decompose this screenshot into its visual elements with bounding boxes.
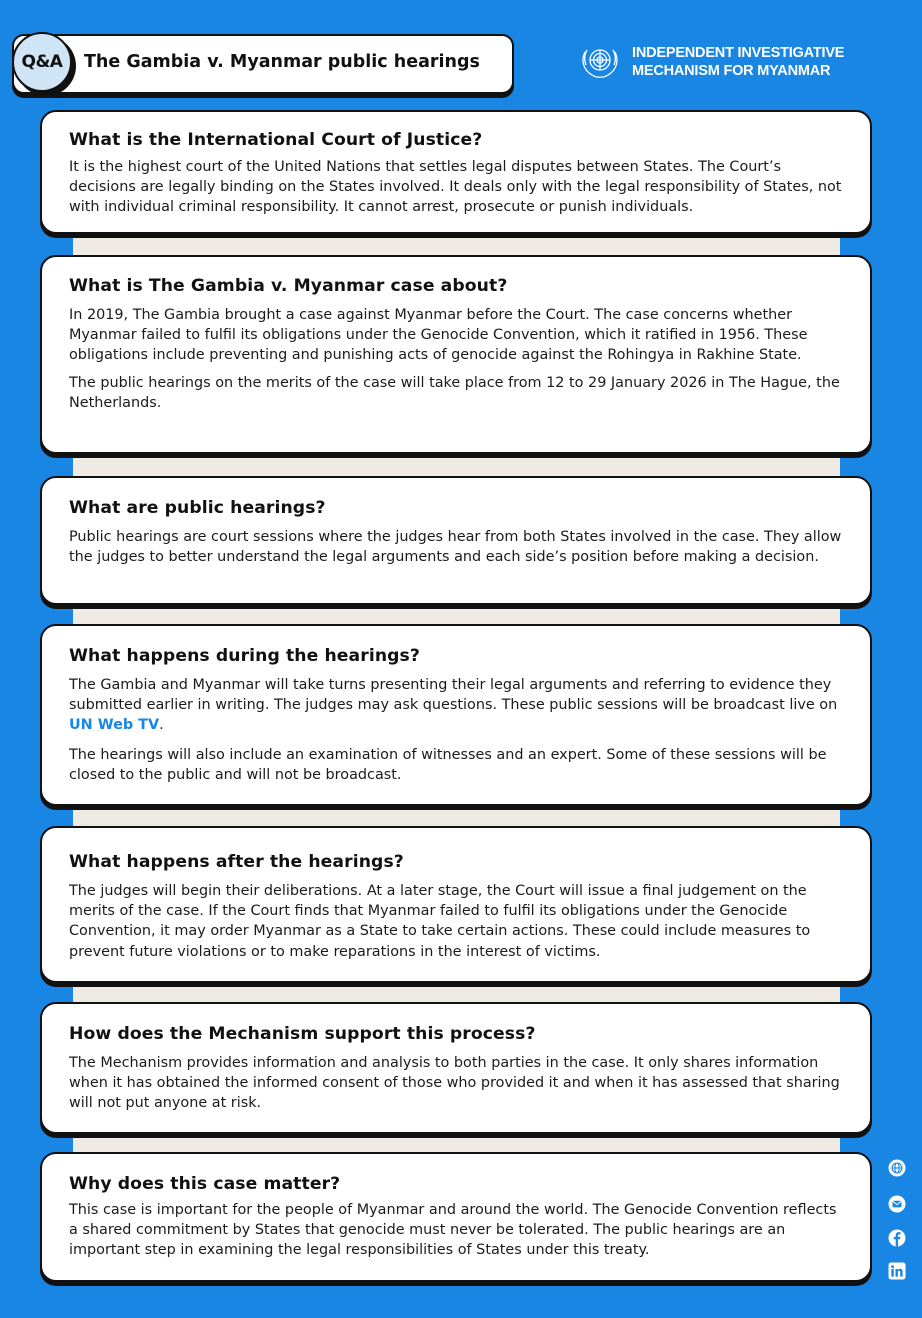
qa-card: [40, 255, 872, 454]
card-answer: The judges will begin their deliberations. At a later stage, the Court will issue a final judgement on the merits of the case. If the Court finds that Myanmar failed to fulfil its obligations under the Genocide Convention, it may order Myanmar as a State to take certain actions. These could include measures to prevent future violations or to make reparations in the interest of victims.: [69, 883, 811, 960]
card-answer: It is the highest court of the United Nations that settles legal disputes between States. The Court’s decisions are legally binding on the States involved. It deals only with the legal responsibility of States, not with individual criminal responsibility. It cannot arrest, prosecute or punish individuals.: [69, 159, 842, 216]
page-title: The Gambia v. Myanmar public hearings: [84, 52, 480, 72]
card-question: Why does this case matter?: [69, 1174, 341, 1194]
card-answer: The Mechanism provides information and analysis to both parties in the case. It only shares information when it has obtained the informed consent of those who provided it and when it has assessed that sharing will not put anyone at risk.: [69, 1055, 840, 1112]
brand-line-2: MECHANISM FOR MYANMAR: [632, 63, 831, 79]
qa-card: [40, 826, 872, 983]
answer-punctuation: .: [159, 717, 164, 734]
answer-text: The Gambia and Myanmar will take turns presenting their legal arguments and referring to evidence they submitted earlier in writing. The judges may ask questions. These public sessions will be broadcast live on: [69, 677, 838, 714]
brand-name: [632, 44, 844, 80]
card-answer: Public hearings are court sessions where the judges hear from both States involved in the case. They allow the judges to better understand the legal arguments and each side’s position before making a decision.: [69, 529, 842, 566]
card-question: What happens after the hearings?: [69, 852, 404, 872]
qa-card: [40, 476, 872, 605]
qa-badge: Q&A: [12, 32, 72, 92]
card-question: What is The Gambia v. Myanmar case about?: [69, 276, 508, 296]
card-answer: The public hearings on the merits of the case will take place from 12 to 29 January 2026 in The Hague, the Netherlands.: [69, 374, 840, 411]
card-answer: [69, 675, 844, 736]
globe-icon[interactable]: [888, 1159, 906, 1177]
qa-card: [40, 1002, 872, 1134]
email-icon[interactable]: [888, 1195, 906, 1213]
card-answer: The hearings will also include an examination of witnesses and an expert. Some of these sessions will be closed to the public and will not be broadcast.: [69, 746, 827, 783]
card-answer: In 2019, The Gambia brought a case against Myanmar before the Court. The case concerns whether Myanmar failed to fulfil its obligations under the Genocide Convention, which it ratified in 1956. These obligations include preventing and punishing acts of genocide against the Rohingya in Rakhine State.: [69, 307, 808, 364]
qa-card: [40, 1152, 872, 1282]
un-web-tv-link[interactable]: UN Web TV: [69, 717, 160, 734]
qa-card: [40, 624, 872, 806]
brand-line-1: INDEPENDENT INVESTIGATIVE: [632, 45, 845, 61]
qa-card: [40, 110, 872, 234]
card-question: What are public hearings?: [69, 498, 326, 518]
brand-logo: [578, 42, 844, 82]
card-question: What is the International Court of Justice?: [69, 130, 483, 150]
card-question: How does the Mechanism support this process?: [69, 1024, 536, 1044]
card-answer: This case is important for the people of Myanmar and around the world. The Genocide Convention reflects a shared commitment by States that genocide must never be tolerated. The public hearings are an important step in examining the legal responsibilities of States under this treaty.: [69, 1202, 837, 1259]
un-emblem-icon: [578, 42, 622, 82]
card-question: What happens during the hearings?: [69, 646, 420, 666]
facebook-icon[interactable]: [888, 1229, 906, 1247]
linkedin-icon[interactable]: [888, 1262, 906, 1280]
